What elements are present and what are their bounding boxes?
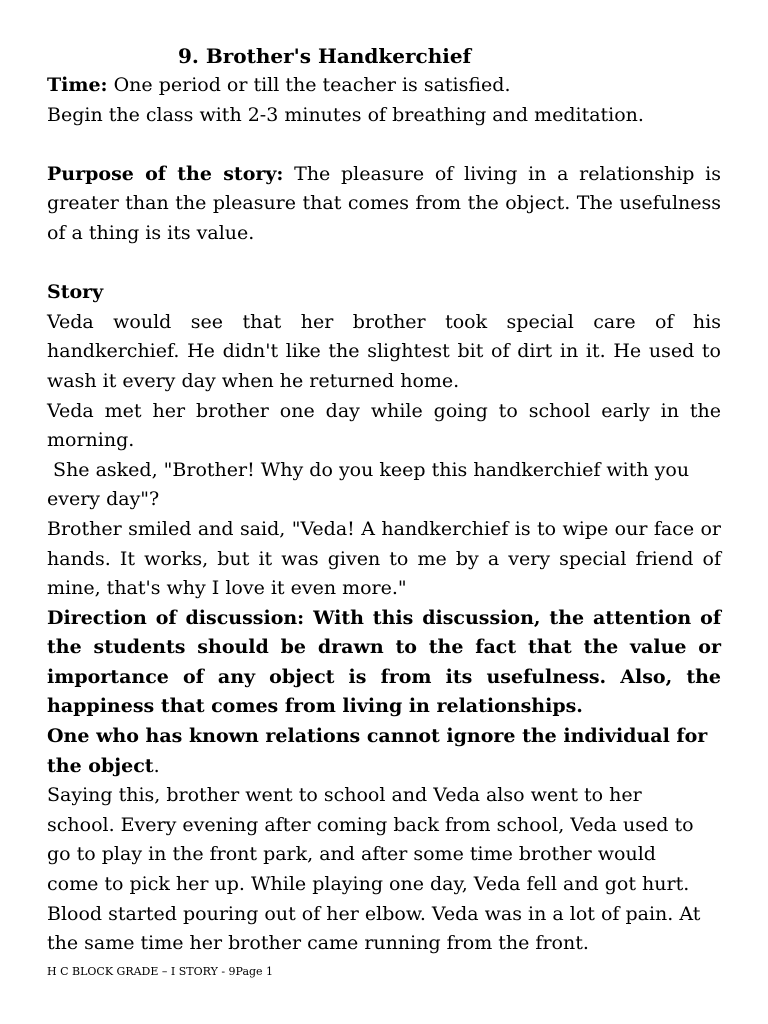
document-body <box>47 71 721 959</box>
time-label: Time: <box>47 74 108 96</box>
relations-paragraph <box>47 722 721 781</box>
story-heading: Story <box>47 281 104 304</box>
story-paragraph: She asked, "Brother! Why do you keep this handkerchief with you every day"? <box>47 458 696 511</box>
relations-bold: One who has known relations cannot ignore the individual for the object <box>47 725 708 777</box>
spacer <box>47 130 721 160</box>
purpose-paragraph <box>47 160 721 249</box>
continuation-line: Saying this, brother went to school and Veda also went to her <box>47 784 642 807</box>
continuation-line: come to pick her up. While playing one day, Veda fell and got hurt. <box>47 873 690 896</box>
purpose-text: The pleasure of living in a relationship is greater than the pleasure that comes from the object. The usefulness of a thing is its value. <box>47 162 721 244</box>
time-line <box>47 71 721 101</box>
continuation-line: Blood started pouring out of her elbow. Veda was in a lot of pain. At <box>47 902 701 925</box>
intro-line: Begin the class with 2-3 minutes of breathing and meditation. <box>47 103 644 126</box>
continuation-line: the same time her brother came running from the front. <box>47 932 589 955</box>
discussion-direction: Direction of discussion: With this discussion, the attention of the students should be drawn to the fact that the value or importance of any object is from its usefulness. Also, the happiness that comes from living in relationships. <box>47 606 721 718</box>
story-paragraph: Veda met her brother one day while going to school early in the morning. <box>47 399 721 452</box>
continuation-line: go to play in the front park, and after some time brother would <box>47 843 656 866</box>
story-paragraph: Brother smiled and said, "Veda! A handkerchief is to wipe our face or hands. It works, but it was given to me by a very special friend of mine, that's why I love it even more." <box>47 517 721 600</box>
purpose-label: Purpose of the story: <box>47 162 284 185</box>
page-footer: H C BLOCK GRADE – I STORY - 9Page 1 <box>47 965 274 978</box>
time-text: One period or till the teacher is satisfied. <box>107 74 511 96</box>
relations-tail: . <box>153 754 160 777</box>
continuation-line: school. Every evening after coming back from school, Veda used to <box>47 813 694 836</box>
story-paragraph: Veda would see that her brother took special care of his handkerchief. He didn't like the slightest bit of dirt in it. He used to wash it every day when he returned home. <box>47 310 721 392</box>
spacer <box>47 249 721 279</box>
page-title: 9. Brother's Handkerchief <box>178 44 472 68</box>
